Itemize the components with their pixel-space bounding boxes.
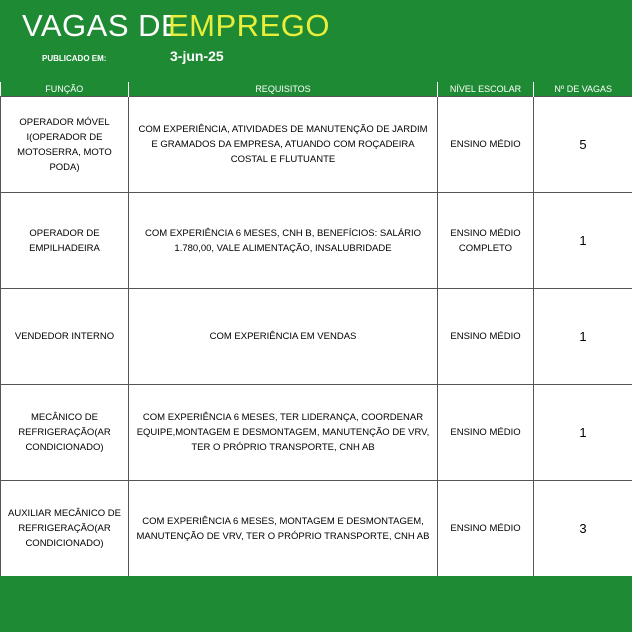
column-header-requisitos: REQUISITOS xyxy=(129,82,438,97)
table-row xyxy=(1,481,633,577)
cell-funcao: MECÂNICO DE REFRIGERAÇÃO(AR CONDICIONADO) xyxy=(1,385,129,481)
published-label: PUBLICADO EM: xyxy=(42,54,107,63)
table-row xyxy=(1,289,633,385)
cell-funcao: OPERADOR DE EMPILHADEIRA xyxy=(1,193,129,289)
page-title-highlight: EMPREGO xyxy=(168,8,330,43)
cell-requisitos: COM EXPERIÊNCIA 6 MESES, TER LIDERANÇA, COORDENAR EQUIPE,MONTAGEM E DESMONTAGEM, MANUTENÇÃO DE VRV, TER O PRÓPRIO TRANSPORTE, CNH AB xyxy=(129,385,438,481)
cell-vagas: 1 xyxy=(534,385,633,481)
table-row xyxy=(1,385,633,481)
cell-requisitos: COM EXPERIÊNCIA, ATIVIDADES DE MANUTENÇÃO DE JARDIM E GRAMADOS DA EMPRESA, ATUANDO COM ROÇADEIRA COSTAL E FLUTUANTE xyxy=(129,97,438,193)
cell-nivel: ENSINO MÉDIO xyxy=(438,97,534,193)
cell-requisitos: COM EXPERIÊNCIA 6 MESES, CNH B, BENEFÍCIOS: SALÁRIO 1.780,00, VALE ALIMENTAÇÃO, INSALUBRIDADE xyxy=(129,193,438,289)
cell-nivel: ENSINO MÉDIO xyxy=(438,289,534,385)
cell-funcao: VENDEDOR INTERNO xyxy=(1,289,129,385)
cell-vagas: 1 xyxy=(534,289,633,385)
published-date: 3-jun-25 xyxy=(170,48,224,64)
cell-funcao: AUXILIAR MECÂNICO DE REFRIGERAÇÃO(AR CONDICIONADO) xyxy=(1,481,129,577)
column-header-nivel: NÍVEL ESCOLAR xyxy=(438,82,534,97)
header-banner xyxy=(0,0,632,82)
cell-vagas: 5 xyxy=(534,97,633,193)
cell-nivel: ENSINO MÉDIO xyxy=(438,481,534,577)
cell-vagas: 1 xyxy=(534,193,633,289)
job-table xyxy=(0,82,633,577)
cell-requisitos: COM EXPERIÊNCIA EM VENDAS xyxy=(129,289,438,385)
cell-nivel: ENSINO MÉDIO xyxy=(438,385,534,481)
cell-requisitos: COM EXPERIÊNCIA 6 MESES, MONTAGEM E DESMONTAGEM, MANUTENÇÃO DE VRV, TER O PRÓPRIO TRANSPORTE, CNH AB xyxy=(129,481,438,577)
table-row xyxy=(1,97,633,193)
footer-banner xyxy=(0,576,632,632)
table-row xyxy=(1,193,633,289)
cell-nivel: ENSINO MÉDIO COMPLETO xyxy=(438,193,534,289)
column-header-vagas: Nº DE VAGAS xyxy=(534,82,633,97)
page-edge xyxy=(632,0,640,640)
cell-funcao: OPERADOR MÓVEL I(OPERADOR DE MOTOSERRA, MOTO PODA) xyxy=(1,97,129,193)
cell-vagas: 3 xyxy=(534,481,633,577)
table-header-row xyxy=(1,82,633,97)
column-header-funcao: FUNÇÃO xyxy=(1,82,129,97)
page-title: VAGAS DE xyxy=(22,8,183,43)
